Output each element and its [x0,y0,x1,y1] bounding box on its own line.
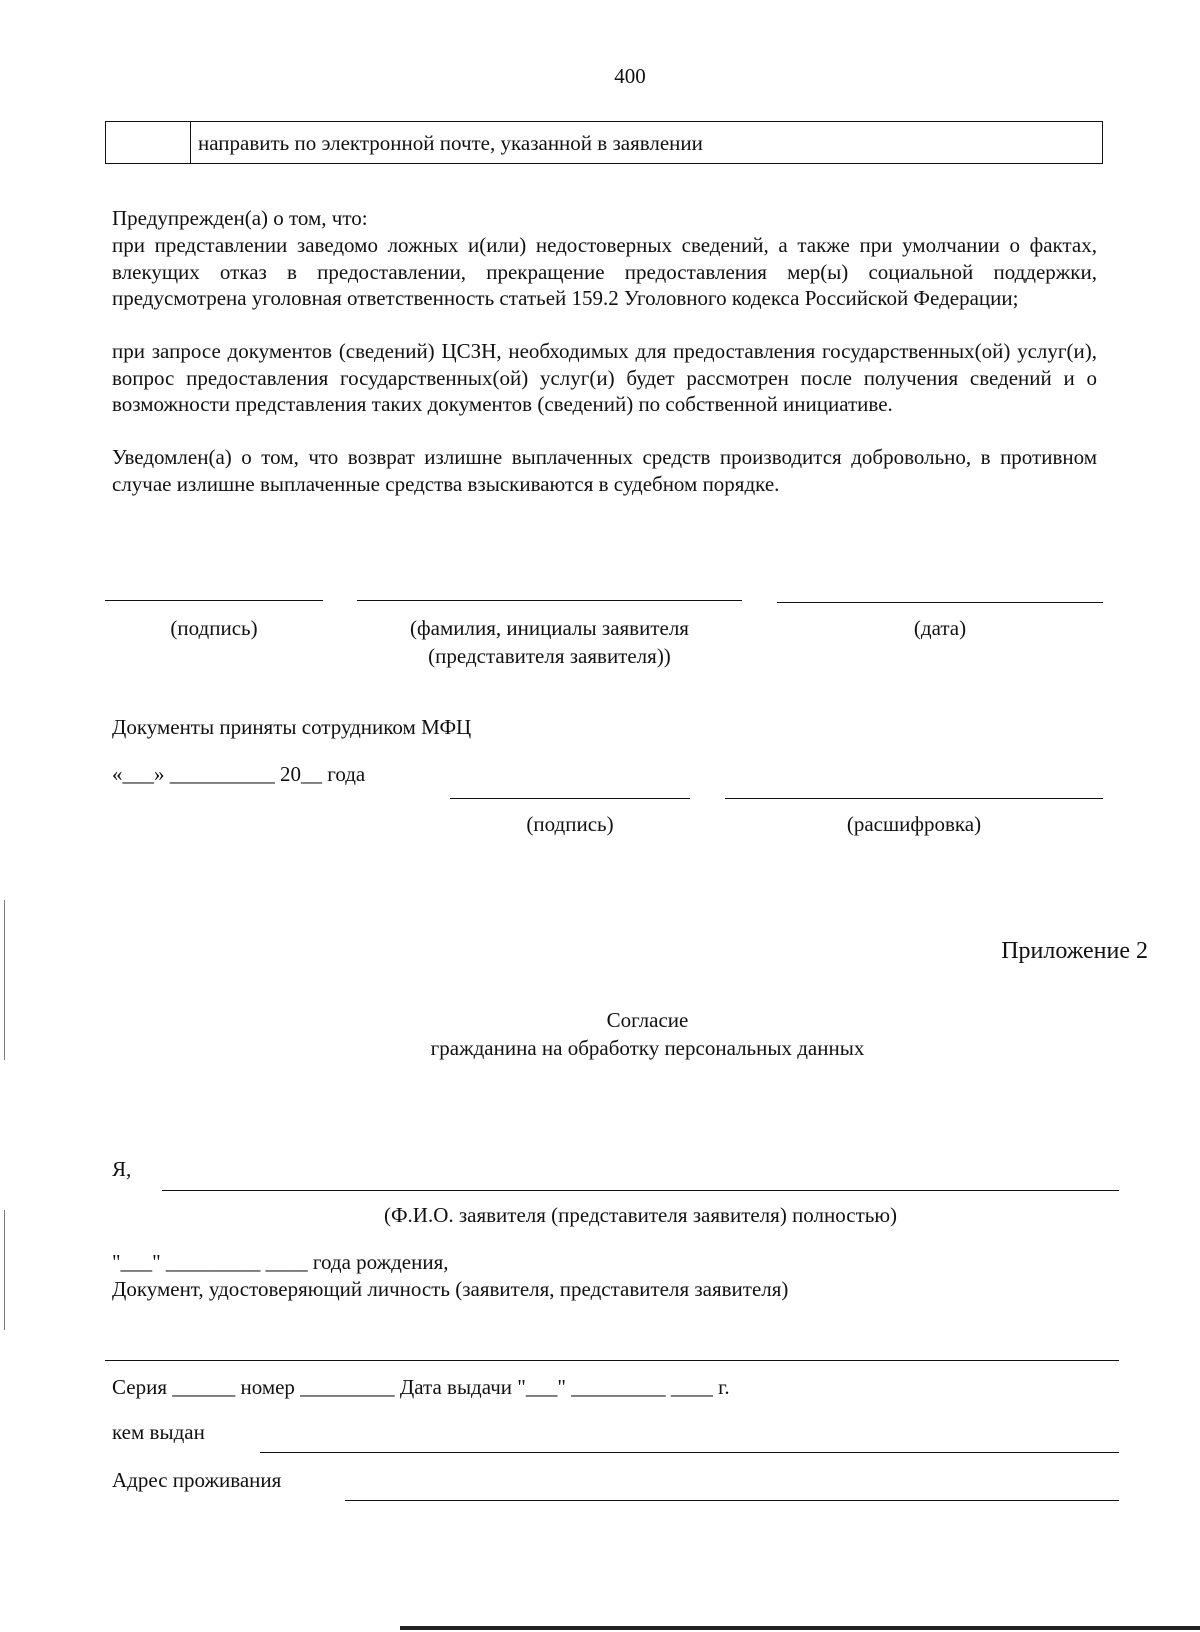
page-number: 400 [614,64,646,88]
address-input-line[interactable] [345,1500,1119,1501]
address-label: Адрес проживания [112,1468,282,1492]
delivery-option-text: направить по электронной почте, указанной в заявлении [198,131,703,155]
birth-date-field[interactable]: "___" _________ ____ года рождения, [112,1250,449,1274]
applicant-signature-line[interactable] [105,600,323,601]
mfc-heading: Документы приняты сотрудником МФЦ [112,715,472,739]
applicant-signature-caption: (подпись) [170,616,258,640]
warning-paragraph-document-request: при запросе документов (сведений) ЦСЗН, необходимых для предоставления государственных(ой) услуг(и), вопрос предоставления государственных(ой) услуг(и) будет рассмотрен после получения сведений и о возможности представления таких документов (сведений) по собственной инициативе. [112,339,1097,416]
id-document-input-line[interactable] [105,1360,1119,1361]
appendix-label: Приложение 2 [1001,938,1148,964]
mfc-signature-caption: (подпись) [526,812,614,836]
mfc-decoding-line[interactable] [725,798,1103,799]
delivery-option-checkbox[interactable] [106,122,191,163]
passport-series-number-field[interactable]: Серия ______ номер _________ Дата выдачи "___" _________ ____ г. [112,1375,730,1399]
scan-bottom-edge [400,1626,1200,1630]
id-document-label: Документ, удостоверяющий личность (заявителя, представителя заявителя) [112,1277,789,1301]
fio-input-line[interactable] [162,1190,1119,1191]
fio-caption: (Ф.И.О. заявителя (представителя заявителя) полностью) [383,1203,898,1227]
delivery-option-table [105,121,1103,164]
consent-title-line2: гражданина на обработку персональных данных [430,1036,865,1060]
consent-title-line1: Согласие [606,1008,689,1032]
issued-by-label: кем выдан [112,1420,205,1444]
issued-by-input-line[interactable] [260,1452,1119,1453]
consent-i-label: Я, [112,1157,132,1181]
applicant-date-line[interactable] [777,602,1103,603]
mfc-date-field[interactable]: «___» __________ 20__ года [112,762,366,786]
scan-margin-mark [4,1210,5,1330]
mfc-signature-line[interactable] [450,798,690,799]
applicant-name-caption-line1: (фамилия, инициалы заявителя [410,616,689,640]
applicant-name-line[interactable] [357,600,742,601]
warning-paragraph-refund: Уведомлен(а) о том, что возврат излишне выплаченных средств производится добровольно, в противном случае излишне выплаченные средства взыскиваются в судебном порядке. [112,445,1097,496]
warning-paragraph-criminal-liability: при представлении заведомо ложных и(или) недостоверных сведений, а также при умолчании о фактах, влекущих отказ в предоставлении, прекращение предоставления мер(ы) социальной поддержки, предусмотрена уголовная ответственность статьей 159.2 Уголовного кодекса Российской Федерации; [112,233,1097,310]
mfc-decoding-caption: (расшифровка) [846,812,982,836]
warning-heading: Предупрежден(а) о том, что: [112,206,368,230]
applicant-date-caption: (дата) [913,616,967,640]
applicant-name-caption-line2: (представителя заявителя)) [428,644,671,668]
